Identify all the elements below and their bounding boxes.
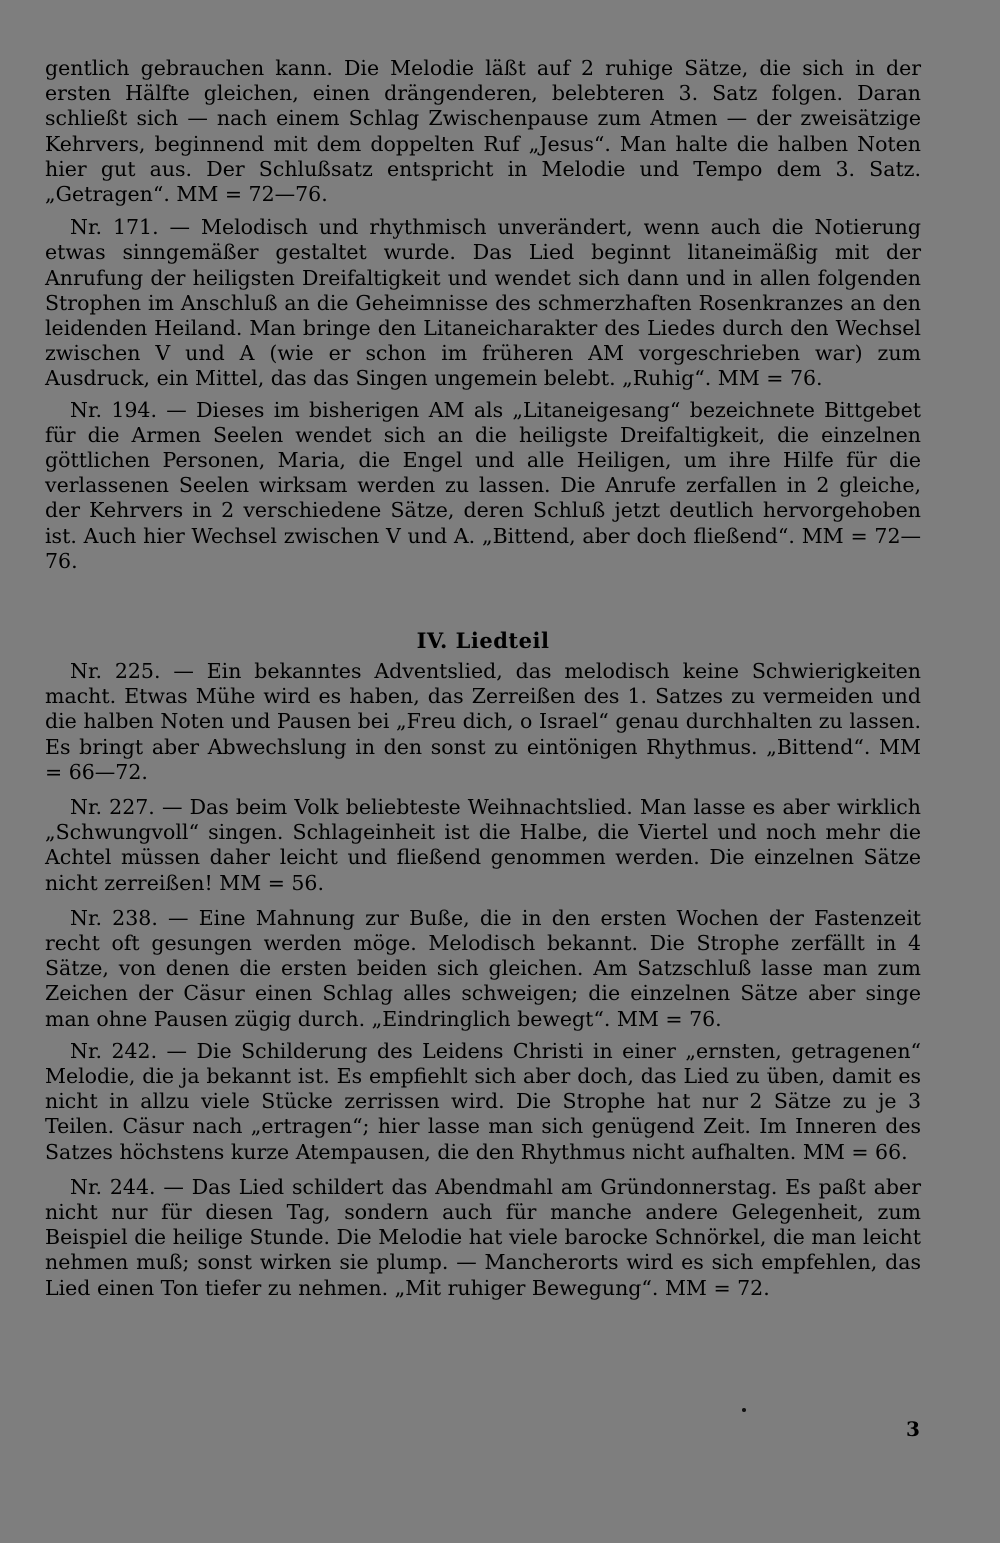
commentary-block-liedteil — [45, 659, 921, 1301]
paragraph-nr-227: Nr. 227. — Das beim Volk beliebteste Weihnachtslied. Man lasse es aber wirklich „Schwungvoll“ singen. Schlageinheit ist die Halbe, die Viertel und noch mehr die Achtel müssen daher leicht und fließend genommen werden. Die einzelnen Sätze nicht zerreißen! MM = 56. — [45, 795, 921, 895]
commentary-block-part-iii — [45, 56, 921, 574]
book-page — [45, 56, 921, 1496]
print-speck — [742, 1408, 746, 1412]
paragraph-nr-244: Nr. 244. — Das Lied schildert das Abendmahl am Gründonnerstag. Es paßt aber nicht nur für diesen Tag, sondern auch für manche andere Gelegenheit, zum Beispiel die heilige Stunde. Die Melodie hat viele barocke Schnörkel, die man leicht nehmen muß; sonst wirken sie plump. — Mancherorts wird es sich empfehlen, das Lied einen Ton tiefer zu nehmen. „Mit ruhiger Bewegung“. MM = 72. — [45, 1174, 921, 1300]
page-number: 3 — [906, 1417, 920, 1441]
paragraph-nr-194: Nr. 194. — Dieses im bisherigen AM als „Litaneigesang“ bezeichnete Bittgebet für die Armen Seelen wendet sich an die heiligste Dreifaltigkeit, die einzelnen göttlichen Personen, Maria, die Engel und alle Heiligen, um ihre Hilfe für die verlassenen Seelen wirksam werden zu lassen. Die Anrufe zerfallen in 2 gleiche, der Kehrvers in 2 verschiedene Sätze, deren Schluß jetzt deutlich hervorgehoben ist. Auch hier Wechsel zwischen V und A. „Bittend, aber doch fließend“. MM = 72—76. — [45, 397, 921, 573]
paragraph-nr-242: Nr. 242. — Die Schilderung des Leidens Christi in einer „ernsten, getragenen“ Melodie, die ja bekannt ist. Es empfiehlt sich aber doch, das Lied zu üben, damit es nicht in allzu viele Stücke zerrissen wird. Die Strophe hat nur 2 Sätze zu je 3 Teilen. Cäsur nach „ertragen“; hier lasse man sich genügend Zeit. Im Inneren des Satzes höchstens kurze Atempausen, die den Rhythmus nicht aufhalten. MM = 66. — [45, 1038, 921, 1164]
paragraph-nr-238: Nr. 238. — Eine Mahnung zur Buße, die in den ersten Wochen der Fastenzeit recht oft gesungen werden möge. Melodisch bekannt. Die Strophe zerfällt in 4 Sätze, von denen die ersten beiden sich gleichen. Am Satzschluß lasse man zum Zeichen der Cäsur einen Schlag alles schweigen; die einzelnen Sätze aber singe man ohne Pausen zügig durch. „Eindringlich bewegt“. MM = 76. — [45, 905, 921, 1031]
paragraph-nr-225: Nr. 225. — Ein bekanntes Adventslied, das melodisch keine Schwierigkeiten macht. Etwas Mühe wird es haben, das Zerreißen des 1. Satzes zu vermeiden und die halben Noten und Pausen bei „Freu dich, o Israel“ genau durchhalten zu lassen. Es bringt aber Abwechslung in den sonst zu eintönigen Rhythmus. „Bittend“. MM = 66—72. — [45, 659, 921, 784]
paragraph-continuation: gentlich gebrauchen kann. Die Melodie läßt auf 2 ruhige Sätze, die sich in der ersten Hälfte gleichen, einen drängenderen, belebteren 3. Satz folgen. Daran schließt sich — nach einem Schlag Zwischenpause zum Atmen — der zweisätzige Kehrvers, beginnend mit dem doppelten Ruf „Jesus“. Man halte die halben Noten hier gut aus. Der Schlußsatz entspricht in Melodie und Tempo dem 3. Satz. „Getragen“. MM = 72—76. — [45, 56, 921, 207]
section-heading: IV. Liedteil — [416, 628, 550, 653]
paragraph-nr-171: Nr. 171. — Melodisch und rhythmisch unverändert, wenn auch die Notierung etwas sinngemäßer gestaltet wurde. Das Lied beginnt litaneimäßig mit der Anrufung der heiligsten Dreifaltigkeit und wendet sich dann und in allen folgenden Strophen im Anschluß an die Geheimnisse des schmerzhaften Rosenkranzes an den leidenden Heiland. Man bringe den Litaneicharakter des Liedes durch den Wechsel zwischen V und A (wie er schon im früheren AM vorgeschrieben war) zum Ausdruck, ein Mittel, das das Singen ungemein belebt. „Ruhig“. MM = 76. — [45, 215, 921, 391]
